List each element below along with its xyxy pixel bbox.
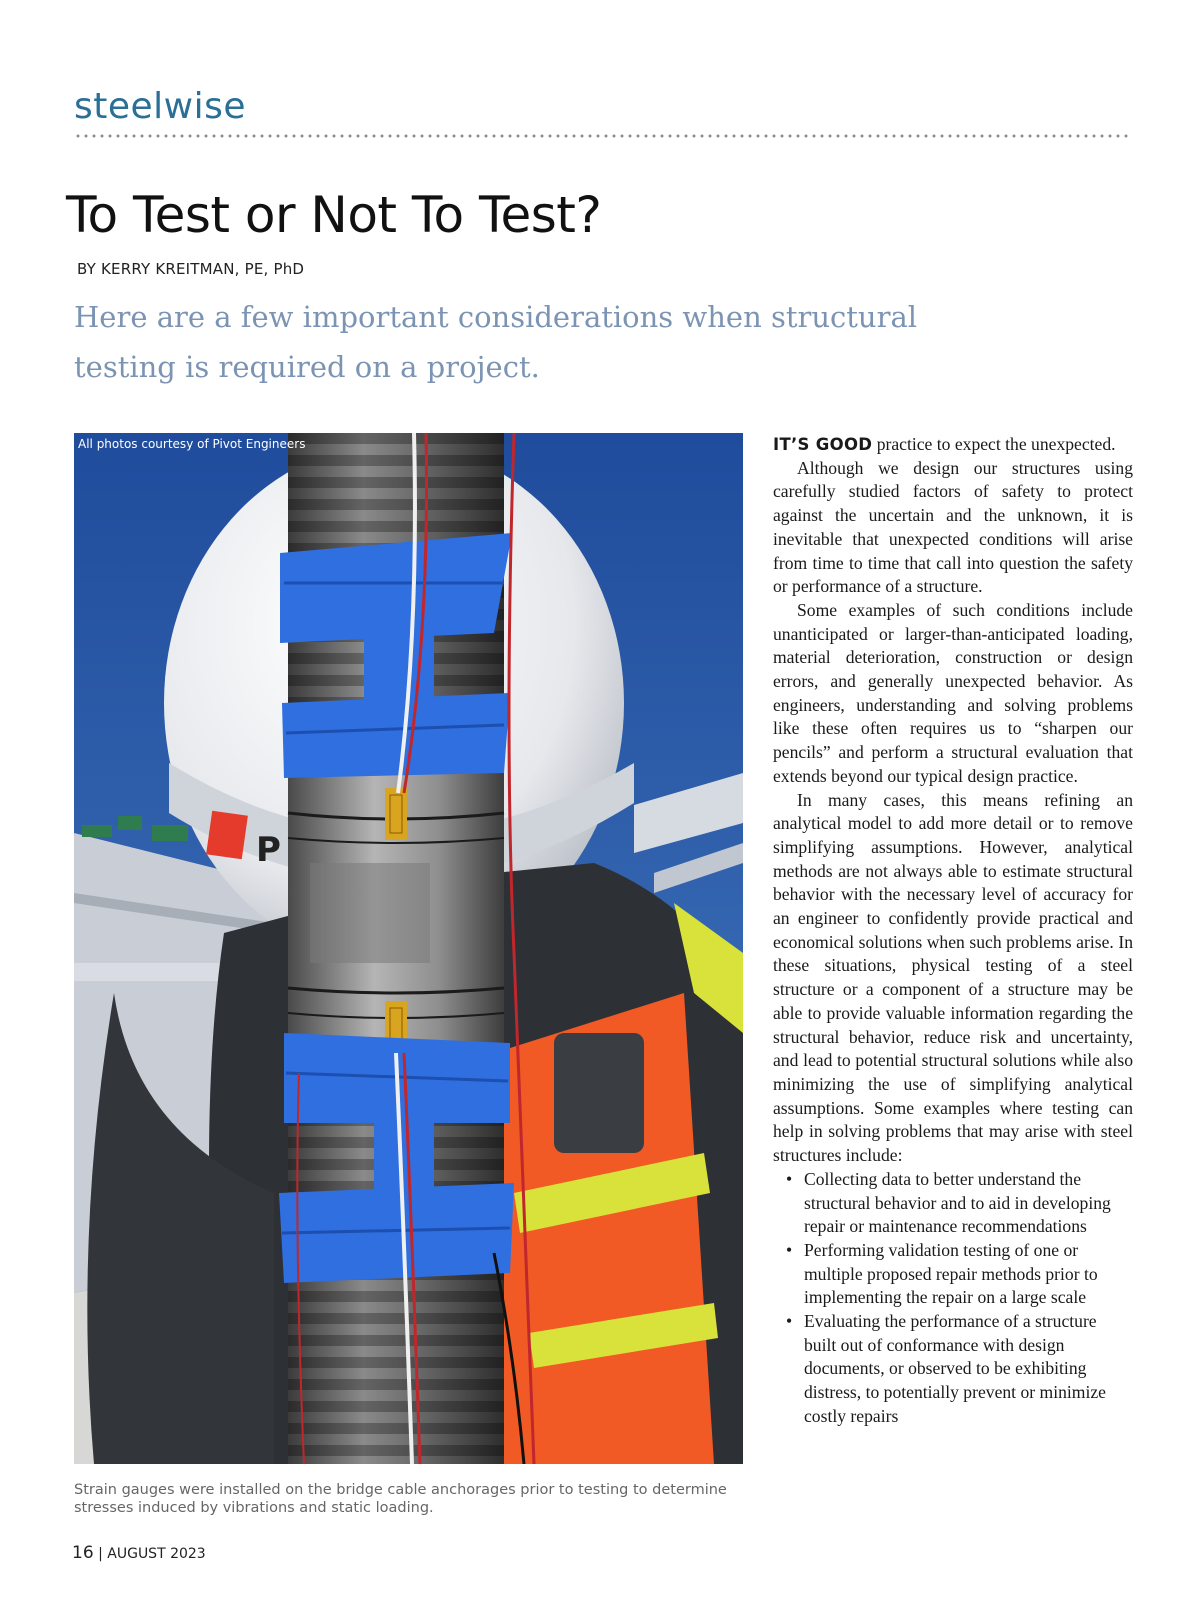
body-paragraph-4: In many cases, this means refining an analytical model to add more detail or to remove simplifying assumptions. However, analytical methods are not always able to estimate structural behavior with the necessary level of accuracy for an engineer to confidently provide practical and economical solutions when such problems arise. In these situations, physical testing of a steel structure or a component of a structure may be able to provide valuable information regarding the structural behavior, reduce risk and uncertainty, and lead to potential structural solutions while also minimizing the use of simplifying analytical assumptions. Some examples where testing can help in solving problems that may arise with steel structures include: [773, 789, 1133, 1166]
byline: BY KERRY KREITMAN, PE, PhD [77, 260, 305, 278]
svg-text:P: P [256, 830, 281, 870]
issue-date: AUGUST 2023 [107, 1546, 206, 1562]
body-paragraph-1-text: practice to expect the unexpected. [872, 434, 1116, 454]
page-number: 16 [72, 1543, 94, 1563]
list-item: • Performing validation testing of one or multiple proposed repair methods prior to implementing the repair on a large scale [773, 1239, 1133, 1310]
photo-caption: Strain gauges were installed on the bridge cable anchorages prior to testing to determine stresses induced by vibrations and static loading. [74, 1482, 727, 1516]
list-item: • Collecting data to better understand the structural behavior and to aid in developing repair or maintenance recommendations [773, 1168, 1133, 1239]
testing-examples-list [773, 1168, 1133, 1429]
body-paragraph-1 [773, 433, 1133, 457]
body-paragraph-3: Some examples of such conditions include unanticipated or larger-than-anticipated loading, material deterioration, construction or design errors, and generally unexpected behavior. As engineers, understanding and solving problems like these often requires us to “sharpen our pencils” and perform a structural evaluation that extends beyond our typical design practice. [773, 599, 1133, 786]
article-deck: Here are a few important considerations when structural testing is required on a project. [74, 300, 918, 384]
strain-gauge-photo [74, 433, 743, 1464]
body-paragraph-2: Although we design our structures using carefully studied factors of safety to protect against the uncertain and the unknown, it is inevitable that unexpected conditions will arise from time to time that call into question the safety or performance of a structure. [773, 457, 1133, 597]
list-item: • Evaluating the performance of a structure built out of conformance with design documents, or observed to be exhibiting distress, to potentially prevent or minimize costly repairs [773, 1310, 1133, 1429]
article-title: To Test or Not To Test? [66, 186, 602, 244]
article-body [773, 433, 1133, 1429]
photo-credit: All photos courtesy of Pivot Engineers [78, 437, 306, 451]
dotted-divider [74, 134, 1132, 138]
lead-in: IT’S GOOD [773, 435, 873, 454]
footer-separator: | [98, 1546, 108, 1562]
section-label: steelwise [74, 86, 247, 127]
page-footer [72, 1543, 206, 1563]
